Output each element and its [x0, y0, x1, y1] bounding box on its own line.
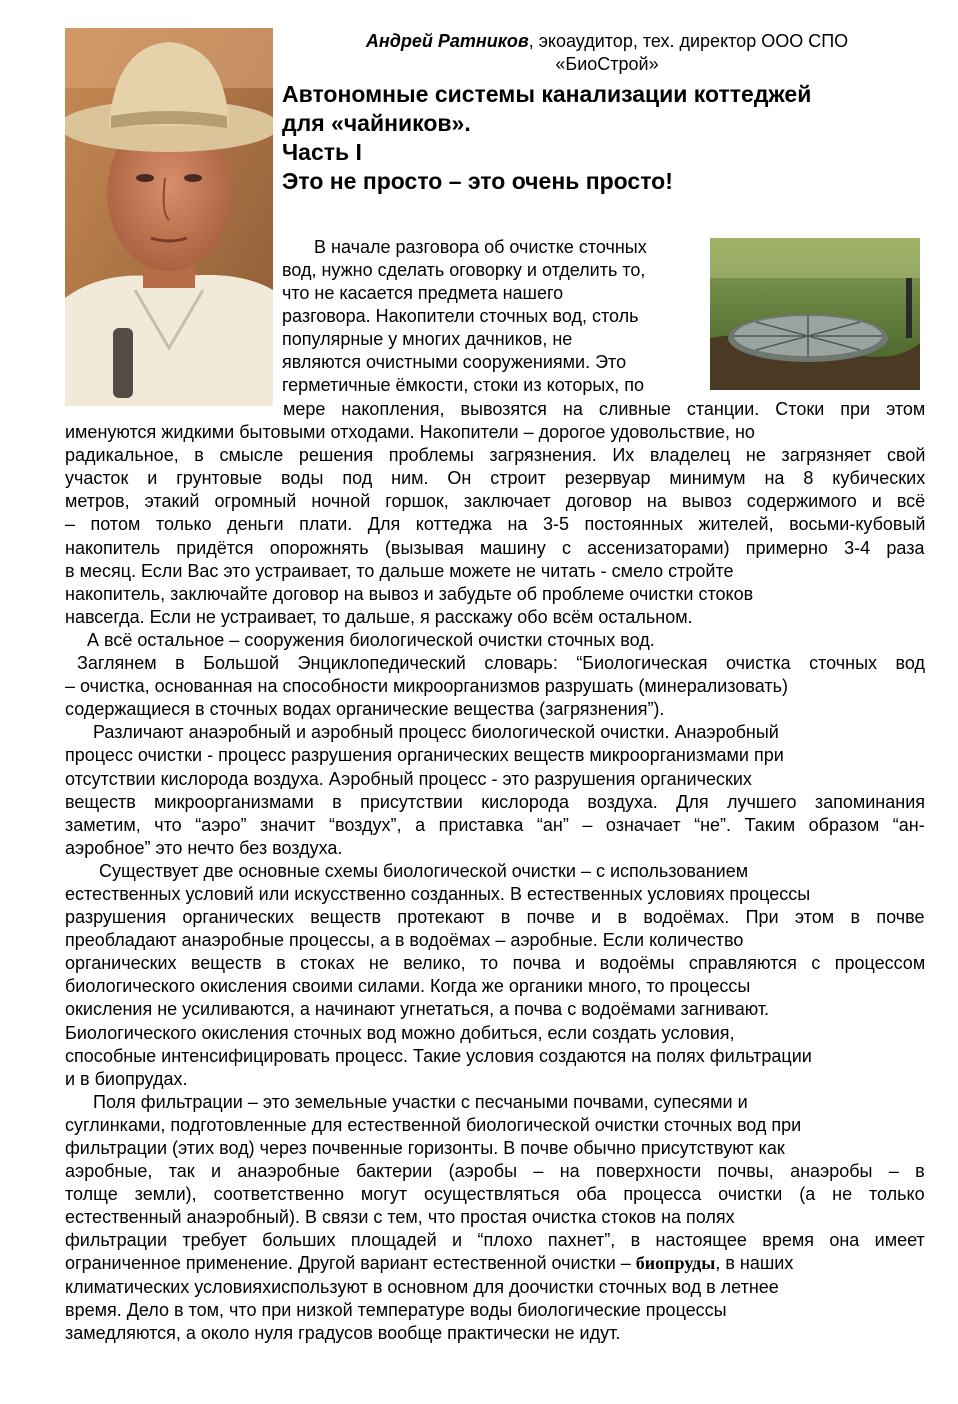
text-line: являются очистными сооружениями. Это — [282, 352, 627, 372]
author-byline — [282, 30, 932, 76]
text-line: заметим, что “аэро” значит “воздух”, а приставка “ан” – означает “не”. Таким образом “ан- — [65, 814, 925, 835]
text-line: веществ микроорганизмами в присутствии кислорода воздуха. Для лучшего запоминания — [65, 791, 925, 812]
text-line: аэробные, так и анаэробные бактерии (аэробы – на поверхности почвы, анаэробы – в — [65, 1161, 925, 1182]
text-line: Различают анаэробный и аэробный процесс биологической очистки. Анаэробный — [93, 722, 779, 743]
author-name: Андрей Ратников — [365, 31, 529, 51]
text-line: суглинками, подготовленные для естественной биологической очистки сточных вод при — [65, 1114, 802, 1135]
text-line: толще земли), соответственно могут осуществляться оба процесса очистки (а не только — [65, 1184, 925, 1205]
text-line: популярные у многих дачников, не — [282, 329, 573, 349]
text-line: участок и грунтовые воды под ним. Он строит резервуар минимум на 8 кубических — [65, 468, 926, 489]
article-body — [65, 398, 925, 1345]
text-line: естественный анаэробный). В связи с тем, что простая очистка стоков на полях — [65, 1207, 735, 1228]
text-line: Заглянем в Большой Энциклопедический словарь: “Биологическая очистка сточных вод — [77, 653, 926, 674]
text-line: климатических условияхиспользуют в основном для доочистки сточных вод в летнее — [65, 1276, 779, 1297]
text-line: мере накопления, вывозятся на сливные станции. Стоки при этом — [283, 399, 926, 419]
text-line: разрушения органических веществ протекают в почве и в водоёмах. При этом в почве — [65, 907, 925, 928]
text-line: способные интенсифицировать процесс. Такие условия создаются на полях фильтрации — [65, 1045, 812, 1066]
text-line: замедляются, а около нуля градусов вообще практически не идут. — [65, 1322, 621, 1343]
text-line: в месяц. Если Вас это устраивает, то дальше можете не читать - смело стройте — [65, 560, 734, 581]
text-line: – очистка, основанная на способности микроорганизмов разрушать (минерализовать) — [65, 676, 788, 697]
text-line — [65, 1252, 925, 1275]
text-segment: ограниченное применение. Другой вариант естественной очистки – — [65, 1253, 631, 1274]
text-line: герметичные ёмкости, стоки из которых, по — [282, 375, 645, 395]
text-line: время. Дело в том, что при низкой температуре воды биологические процессы — [65, 1299, 727, 1320]
text-line: биологического окисления своими силами. Когда же органики много, то процессы — [65, 976, 751, 997]
text-segment: , в наших — [715, 1253, 794, 1274]
title-line-4: Это не просто – это очень просто! — [282, 168, 673, 194]
article-title — [282, 80, 902, 196]
title-line-2: для «чайников». — [282, 110, 471, 136]
text-line: Биологического окисления сточных вод можно добиться, если создать условия, — [65, 1022, 735, 1043]
title-line-1: Автономные системы канализации коттеджей — [282, 81, 812, 107]
text-line: накопитель придётся опорожнять (вызывая машину с ассенизаторами) примерно 3-4 раза — [65, 537, 925, 558]
text-line: Поля фильтрации – это земельные участки с песчаными почвами, супесями и — [93, 1091, 748, 1112]
text-line: именуются жидкими бытовыми отходами. Накопители – дорогое удовольствие, но — [65, 422, 755, 443]
text-line: окисления не усиливаются, а начинают угнетаться, а почва с водоёмами загнивают. — [65, 999, 770, 1020]
text-line: преобладают анаэробные процессы, а в водоёмах – аэробные. Если количество — [65, 930, 744, 951]
author-company: «БиоСтрой» — [555, 54, 659, 74]
text-line: навсегда. Если не устраивает, то дальше, я расскажу обо всём остальном. — [65, 606, 693, 627]
text-line: процесс очистки - процесс разрушения органических веществ микроорганизмами при — [65, 745, 784, 766]
text-line: что не касается предмета нашего — [282, 283, 564, 303]
text-line: радикальное, в смысле решения проблемы загрязнения. Их владелец не загрязняет свой — [65, 445, 926, 466]
text-line: фильтрации (этих вод) через почвенные горизонты. В почве обычно присутствуют как — [65, 1138, 785, 1158]
text-line: вод, нужно сделать оговорку и отделить то, — [282, 260, 646, 280]
text-line: отсутствии кислорода воздуха. Аэробный процесс - это разрушения органических — [65, 768, 752, 789]
author-portrait-photo — [65, 28, 273, 406]
text-line: накопитель, заключайте договор на вывоз и забудьте об проблеме очистки стоков — [65, 583, 754, 604]
text-line: фильтрации требует больших площадей и “плохо пахнет”, в настоящее время она имеет — [65, 1230, 925, 1251]
text-line: аэробное” это нечто без воздуха. — [65, 837, 343, 858]
text-line: В начале разговора об очистке сточных — [314, 237, 647, 257]
author-position: , экоаудитор, тех. директор ООО СПО — [528, 31, 849, 51]
text-line: и в биопрудах. — [65, 1068, 188, 1089]
text-line: А всё остальное – сооружения биологической очистки сточных вод. — [87, 629, 655, 650]
text-line: естественных условий или искусственно созданных. В естественных условиях процессы — [65, 883, 811, 904]
biopond-term: биопруды — [635, 1253, 716, 1274]
text-line: Существует две основные схемы биологической очистки – с использованием — [99, 860, 749, 881]
title-line-3: Часть I — [282, 139, 362, 165]
text-line: содержащиеся в сточных водах органические вещества (загрязнения”). — [65, 699, 665, 720]
intro-paragraph — [282, 236, 707, 397]
text-line: органических веществ в стоках не велико, то почва и водоёмы справляются с процессом — [65, 953, 926, 974]
text-line: разговора. Накопители сточных вод, столь — [282, 306, 639, 326]
text-line: метров, этакий огромный ночной горшок, заключает договор на вывоз содержимого и всё — [65, 491, 926, 512]
septic-tank-photo — [710, 238, 920, 390]
text-line: – потом только деньги плати. Для коттеджа на 3-5 постоянных жителей, восьми-кубовый — [65, 514, 926, 535]
